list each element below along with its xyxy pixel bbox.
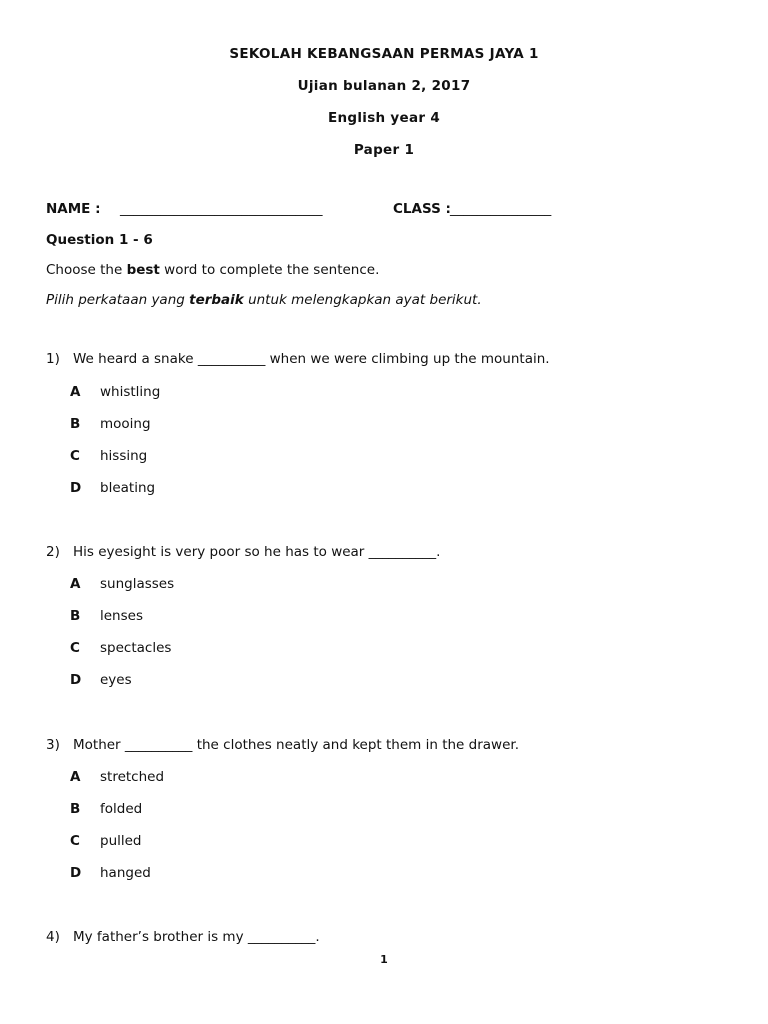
- option-text: eyes: [100, 672, 132, 688]
- option-text: hissing: [100, 448, 148, 464]
- option-letter: D: [70, 480, 82, 496]
- option-text: sunglasses: [100, 576, 175, 592]
- instruction-english-post: word to complete the sentence.: [159, 262, 380, 278]
- instruction-english-bold: best: [126, 262, 160, 278]
- page-number: 1: [380, 953, 388, 966]
- option-text: lenses: [100, 608, 143, 624]
- instruction-malay-post: untuk melengkapkan ayat berikut.: [243, 292, 482, 308]
- question-number: 3): [46, 737, 60, 753]
- question-text: We heard a snake __________ when we were climbing up the mountain.: [73, 351, 550, 367]
- instruction-malay-pre: Pilih perkataan yang: [46, 292, 190, 308]
- option-letter: C: [70, 640, 80, 656]
- class-label: CLASS :: [393, 201, 451, 217]
- option-text: spectacles: [100, 640, 172, 656]
- instruction-malay: [46, 292, 482, 308]
- option-letter: B: [70, 801, 81, 817]
- option-text: hanged: [100, 865, 151, 881]
- option-text: whistling: [100, 384, 161, 400]
- option-text: folded: [100, 801, 143, 817]
- instruction-english-pre: Choose the: [46, 262, 127, 278]
- option-text: stretched: [100, 769, 165, 785]
- question-text: His eyesight is very poor so he has to wear __________.: [73, 544, 441, 560]
- option-text: bleating: [100, 480, 156, 496]
- option-letter: B: [70, 416, 81, 432]
- name-blank: ______________________________: [120, 201, 323, 217]
- option-text: mooing: [100, 416, 151, 432]
- section-title: Question 1 - 6: [46, 232, 153, 248]
- question-number: 4): [46, 929, 60, 945]
- exam-title: Ujian bulanan 2, 2017: [297, 78, 471, 94]
- question-text: My father’s brother is my __________.: [73, 929, 320, 945]
- instruction-english: [46, 262, 379, 278]
- option-letter: C: [70, 833, 80, 849]
- option-letter: B: [70, 608, 81, 624]
- option-text: pulled: [100, 833, 142, 849]
- option-letter: A: [70, 576, 81, 592]
- question-number: 1): [46, 351, 60, 367]
- question-text: Mother __________ the clothes neatly and kept them in the drawer.: [73, 737, 519, 753]
- school-name: SEKOLAH KEBANGSAAN PERMAS JAYA 1: [229, 46, 539, 62]
- option-letter: D: [70, 672, 82, 688]
- instruction-malay-bold: terbaik: [189, 292, 244, 308]
- option-letter: C: [70, 448, 80, 464]
- class-blank: _______________: [450, 201, 552, 217]
- name-label: NAME :: [46, 201, 101, 217]
- paper-title: Paper 1: [353, 142, 415, 158]
- subject-title: English year 4: [327, 110, 441, 126]
- option-letter: A: [70, 384, 81, 400]
- option-letter: A: [70, 769, 81, 785]
- question-number: 2): [46, 544, 60, 560]
- option-letter: D: [70, 865, 82, 881]
